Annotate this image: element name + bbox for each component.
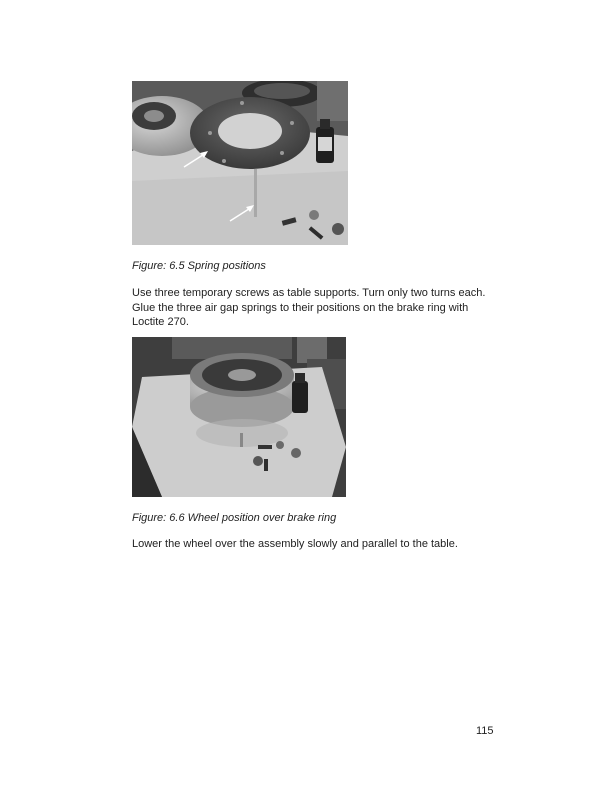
wheel-over-brake-ring-photo: [132, 337, 346, 497]
page-number: 115: [476, 725, 494, 737]
figure-6-5-caption: Figure: 6.5 Spring positions: [132, 260, 266, 272]
instruction-paragraph-1: [132, 286, 502, 330]
figure-6-5-photo: [132, 81, 348, 245]
figure-6-6-caption: Figure: 6.6 Wheel position over brake ring: [132, 512, 337, 524]
spring-positions-photo: [132, 81, 348, 245]
paragraph-line: Use three temporary screws as table supports. Turn only two turns each.: [132, 287, 486, 299]
paragraph-line: Loctite 270.: [132, 316, 189, 328]
figure-6-6-photo: [132, 337, 346, 497]
paragraph-line: Glue the three air gap springs to their positions on the brake ring with: [132, 301, 469, 314]
instruction-paragraph-2: Lower the wheel over the assembly slowly and parallel to the table.: [132, 538, 458, 550]
